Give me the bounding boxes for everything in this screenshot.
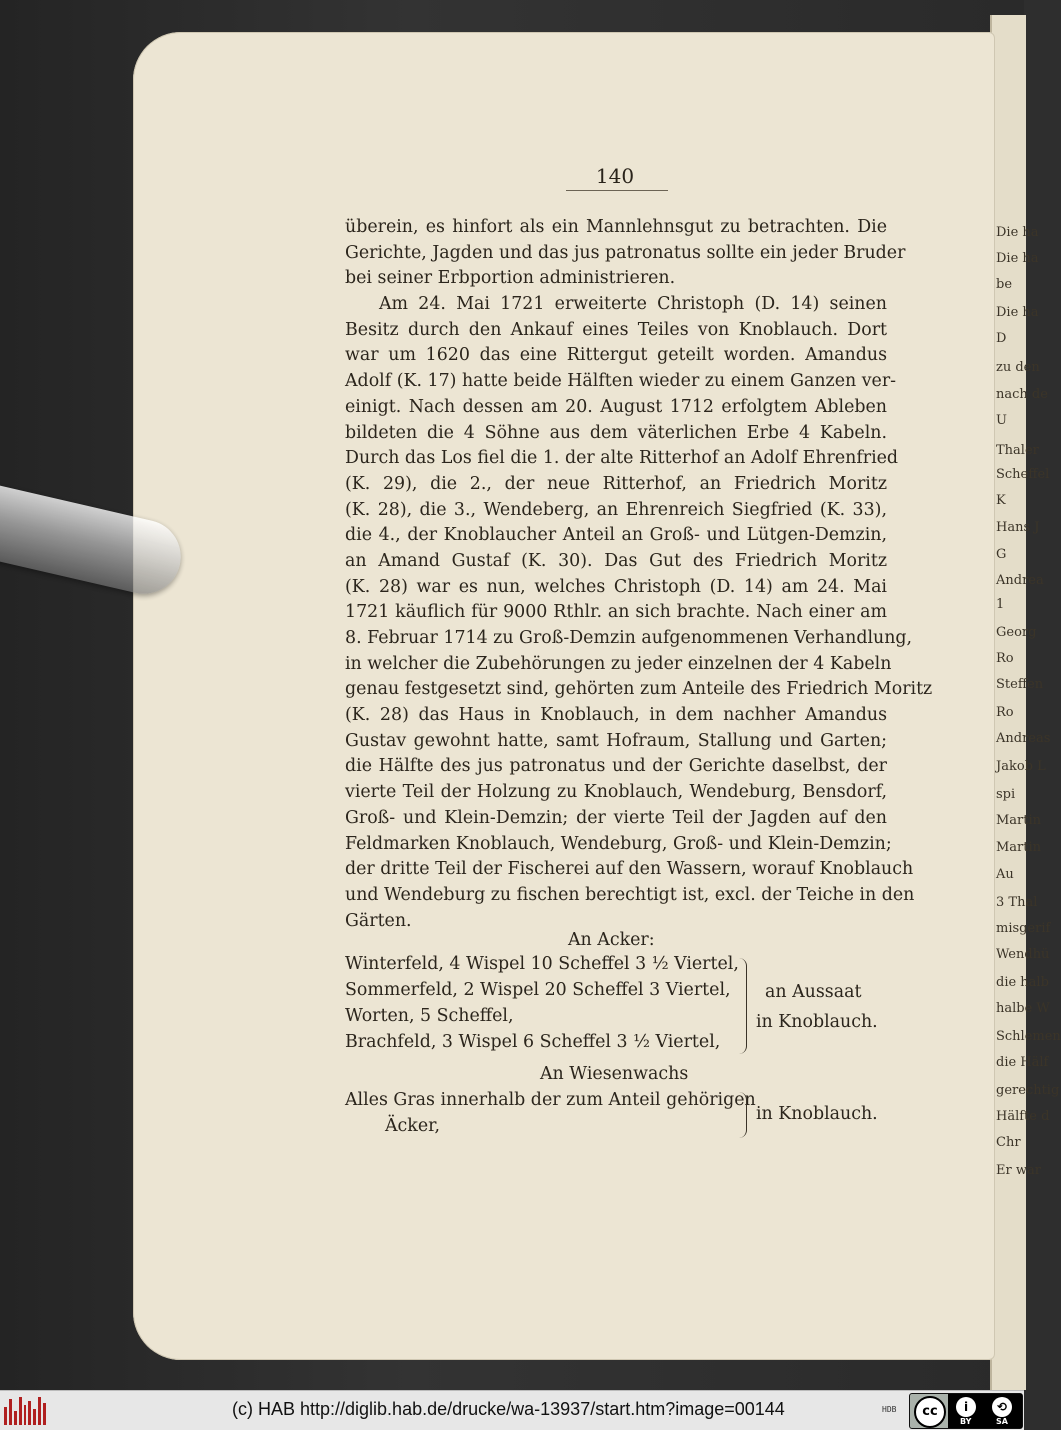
next-page-fragment: be [996, 277, 1013, 292]
next-page-fragment: zu den [996, 360, 1040, 375]
text-line: Groß- und Klein-Demzin; der vierte Teil der Jagden auf den [345, 807, 887, 828]
license-bar [948, 1394, 1022, 1428]
next-page-fragment: Chr [996, 1135, 1021, 1150]
next-page-fragment: Martin [996, 813, 1042, 828]
person-icon: i [956, 1397, 976, 1417]
next-page-fragment: Er war [996, 1163, 1041, 1178]
next-page-fragment: K [996, 493, 1006, 508]
cc-license-badge[interactable] [909, 1393, 1023, 1429]
share-alike-icon: ⟲ [992, 1397, 1012, 1417]
next-page-fragment: 1 [996, 597, 1005, 612]
next-page-fragment: Hans J [996, 520, 1040, 535]
text-line: die 4., der Knoblaucher Anteil an Groß- und Lütgen-Demzin, [345, 525, 887, 546]
next-page-fragment: Thaler [996, 443, 1039, 458]
next-page-fragment: Hälfte d [996, 1109, 1050, 1124]
next-page-fragment: 3 Thal [996, 895, 1038, 910]
wiese-heading: An Wiesenwachs [540, 1064, 689, 1084]
adjacent-page-edge [990, 15, 1061, 1390]
text-line: der dritte Teil der Fischerei auf den Wassern, worauf Knoblauch [345, 859, 914, 880]
next-page-fragment: Jakob L [996, 759, 1046, 774]
text-line: Gärten. [345, 910, 412, 931]
text-line: (K. 28) das Haus in Knoblauch, in dem nachher Amandus [345, 705, 887, 726]
acker-item: Sommerfeld, 2 Wispel 20 Scheffel 3 Viertel, [345, 980, 731, 1000]
next-page-fragment: Georg [996, 625, 1037, 640]
text-line: 8. Februar 1714 zu Groß-Demzin aufgenommenen Verhandlung, [345, 628, 913, 648]
footer-mark: HDB [882, 1405, 897, 1414]
text-line: Adolf (K. 17) hatte beide Hälften wieder zu einem Ganzen ver- [345, 371, 897, 392]
page-number: 140 [595, 164, 635, 188]
next-page-fragment: Ro [996, 651, 1014, 666]
acker-brace [738, 958, 747, 1054]
acker-item: Winterfeld, 4 Wispel 10 Scheffel 3 ½ Viertel, [345, 954, 739, 974]
text-line: die Hälfte des jus patronatus und der Gerichte daselbst, der [345, 756, 887, 777]
next-page-fragment: Scheffel [996, 467, 1050, 482]
text-line: war um 1620 das eine Rittergut geteilt worden. Amandus [345, 345, 887, 366]
text-line: Durch das Los fiel die 1. der alte Ritterhof an Adolf Ehrenfried [345, 448, 899, 469]
text-line: genau festgesetzt sind, gehörten zum Anteile des Friedrich Moritz [345, 679, 933, 700]
text-line: und Wendeburg zu fischen berechtigt ist, excl. der Teiche in den [345, 884, 915, 905]
text-line: an Amand Gustaf (K. 30). Das Gut des Friedrich Moritz [345, 550, 887, 571]
wiese-brace [738, 1092, 747, 1138]
next-page-fragment: spi [996, 787, 1016, 802]
next-page-fragment: die halb [996, 975, 1049, 990]
next-page-fragment: halbe W [996, 1001, 1050, 1016]
acker-item: Worten, 5 Scheffel, [345, 1006, 514, 1026]
next-page-fragment: Die ha [996, 225, 1039, 240]
cc-icon: cc [914, 1396, 946, 1428]
wiese-note-place: in Knoblauch. [756, 1104, 878, 1124]
wiese-item: Äcker, [385, 1116, 441, 1136]
next-page-fragment: die Hälf [996, 1055, 1049, 1070]
text-line: vierte Teil der Holzung zu Knoblauch, Wendeburg, Bensdorf, [345, 782, 887, 803]
text-line: bildeten die 4 Söhne aus dem väterlichen Erbe 4 Kabeln. [345, 422, 887, 443]
next-page-fragment: nach de [996, 387, 1048, 402]
next-page-fragment: Martin [996, 840, 1042, 855]
text-line: (K. 28) war es nun, welches Christoph (D. 14) am 24. Mai [345, 576, 887, 597]
next-page-fragment: misgerif [996, 921, 1051, 936]
next-page-fragment: Andrea [996, 573, 1044, 588]
acker-item: Brachfeld, 3 Wispel 6 Scheffel 3 ½ Viertel, [345, 1032, 721, 1052]
text-line: bei seiner Erbportion administrieren. [345, 268, 676, 289]
text-line: Feldmarken Knoblauch, Wendeburg, Groß- und Klein-Demzin; [345, 833, 892, 854]
body-text [345, 215, 933, 934]
acker-note-place: in Knoblauch. [756, 1012, 878, 1032]
next-page-fragment: Die ha [996, 305, 1039, 320]
footer-bar [0, 1390, 1024, 1430]
next-page-fragment: Wendhü [996, 947, 1050, 962]
next-page-fragment: G [996, 547, 1007, 562]
header-rule [566, 190, 668, 191]
text-line: (K. 29), die 2., der neue Ritterhof, an Friedrich Moritz [345, 473, 887, 494]
text-line: Besitz durch den Ankauf eines Teiles von Knoblauch. Dort [345, 319, 887, 340]
next-page-fragment: D [996, 331, 1007, 346]
text-line: Gerichte, Jagden und das jus patronatus sollte ein jeder Bruder [345, 242, 906, 263]
acker-note-aussaat: an Aussaat [765, 982, 862, 1002]
next-page-fragment: Ro [996, 705, 1014, 720]
sa-label: SA [996, 1417, 1008, 1426]
text-line: in welcher die Zubehörungen zu jeder einzelnen der 4 Kabeln [345, 653, 892, 674]
next-page-fragment: Die ha [996, 251, 1039, 266]
text-line: einigt. Nach dessen am 20. August 1712 erfolgtem Ableben [345, 396, 887, 417]
hab-logo-icon [4, 1395, 46, 1425]
text-line: Am 24. Mai 1721 erweiterte Christoph (D. 14) seinen [379, 294, 887, 315]
next-page-fragment: U [996, 413, 1007, 428]
next-page-fragment: Schlemen [996, 1029, 1061, 1044]
acker-heading: An Acker: [568, 930, 655, 950]
text-line: 1721 käuflich für 9000 Rthlr. an sich brachte. Nach einer am [345, 602, 887, 623]
by-label: BY [960, 1417, 972, 1426]
text-line: (K. 28), die 3., Wendeberg, an Ehrenreich Siegfried (K. 33), [345, 499, 887, 520]
next-page-fragment: gerechtig [996, 1083, 1060, 1098]
wiese-item: Alles Gras innerhalb der zum Anteil gehörigen [345, 1090, 756, 1110]
citation-link[interactable]: (c) HAB http://diglib.hab.de/drucke/wa-13937/start.htm?image=00144 [232, 1399, 785, 1419]
next-page-fragment: Au [996, 867, 1014, 882]
text-line: Gustav gewohnt hatte, samt Hofraum, Stallung und Garten; [345, 730, 887, 751]
next-page-fragment: Steffen [996, 677, 1044, 692]
text-line: überein, es hinfort als ein Mannlehnsgut zu betrachten. Die [345, 217, 887, 237]
next-page-fragment: Andreas [996, 731, 1051, 746]
